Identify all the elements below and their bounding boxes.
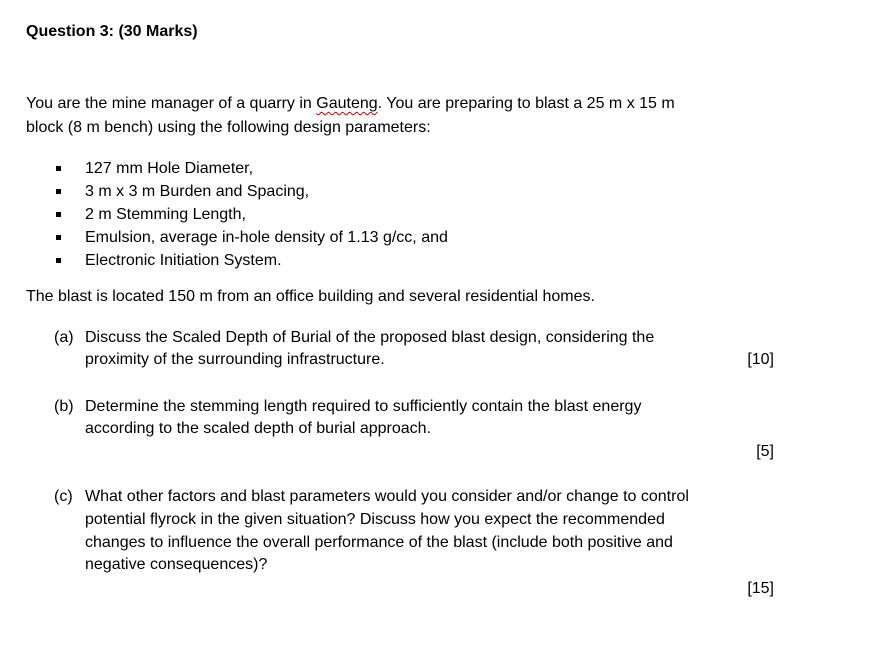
sub-question-text: negative consequences)?: [85, 556, 268, 573]
location-note: The blast is located 150 m from an office building and several residential homes.: [26, 288, 595, 305]
question-heading: Question 3: (30 Marks): [26, 23, 198, 40]
sub-question-label: (a): [54, 329, 74, 346]
intro-line-1-end: . You are preparing to blast a 25 m x 15 m: [377, 95, 675, 112]
intro-line-1: [26, 93, 675, 115]
intro-line-1-start: You are the mine manager of a quarry in: [26, 95, 317, 112]
sub-question-text: Discuss the Scaled Depth of Burial of the proposed blast design, considering the: [85, 329, 655, 346]
spellcheck-word: Gauteng: [316, 95, 378, 112]
bullet-square-icon: [56, 166, 61, 171]
sub-question-text: proximity of the surrounding infrastructure.: [85, 351, 385, 368]
sub-question-text: potential flyrock in the given situation? Discuss how you expect the recommended: [85, 511, 665, 528]
marks-label: [15]: [747, 580, 774, 597]
parameter-item: Electronic Initiation System.: [85, 252, 282, 269]
sub-question-text: Determine the stemming length required to sufficiently contain the blast energy: [85, 398, 642, 415]
sub-question-label: (c): [54, 488, 73, 505]
bullet-square-icon: [56, 235, 61, 240]
bullet-square-icon: [56, 212, 61, 217]
parameter-item: Emulsion, average in-hole density of 1.13 g/cc, and: [85, 229, 448, 246]
bullet-square-icon: [56, 258, 61, 263]
marks-label: [5]: [756, 443, 774, 460]
sub-question-text: What other factors and blast parameters would you consider and/or change to control: [85, 488, 689, 505]
sub-question-label: (b): [54, 398, 74, 415]
sub-question-text: changes to influence the overall performance of the blast (include both positive and: [85, 534, 673, 551]
intro-line-2: block (8 m bench) using the following design parameters:: [26, 119, 431, 136]
sub-question-text: according to the scaled depth of burial approach.: [85, 420, 432, 437]
bullet-square-icon: [56, 189, 61, 194]
marks-label: [10]: [747, 351, 774, 368]
parameter-item: 2 m Stemming Length,: [85, 206, 246, 223]
parameter-item: 127 mm Hole Diameter,: [85, 160, 254, 177]
parameter-item: 3 m x 3 m Burden and Spacing,: [85, 183, 310, 200]
